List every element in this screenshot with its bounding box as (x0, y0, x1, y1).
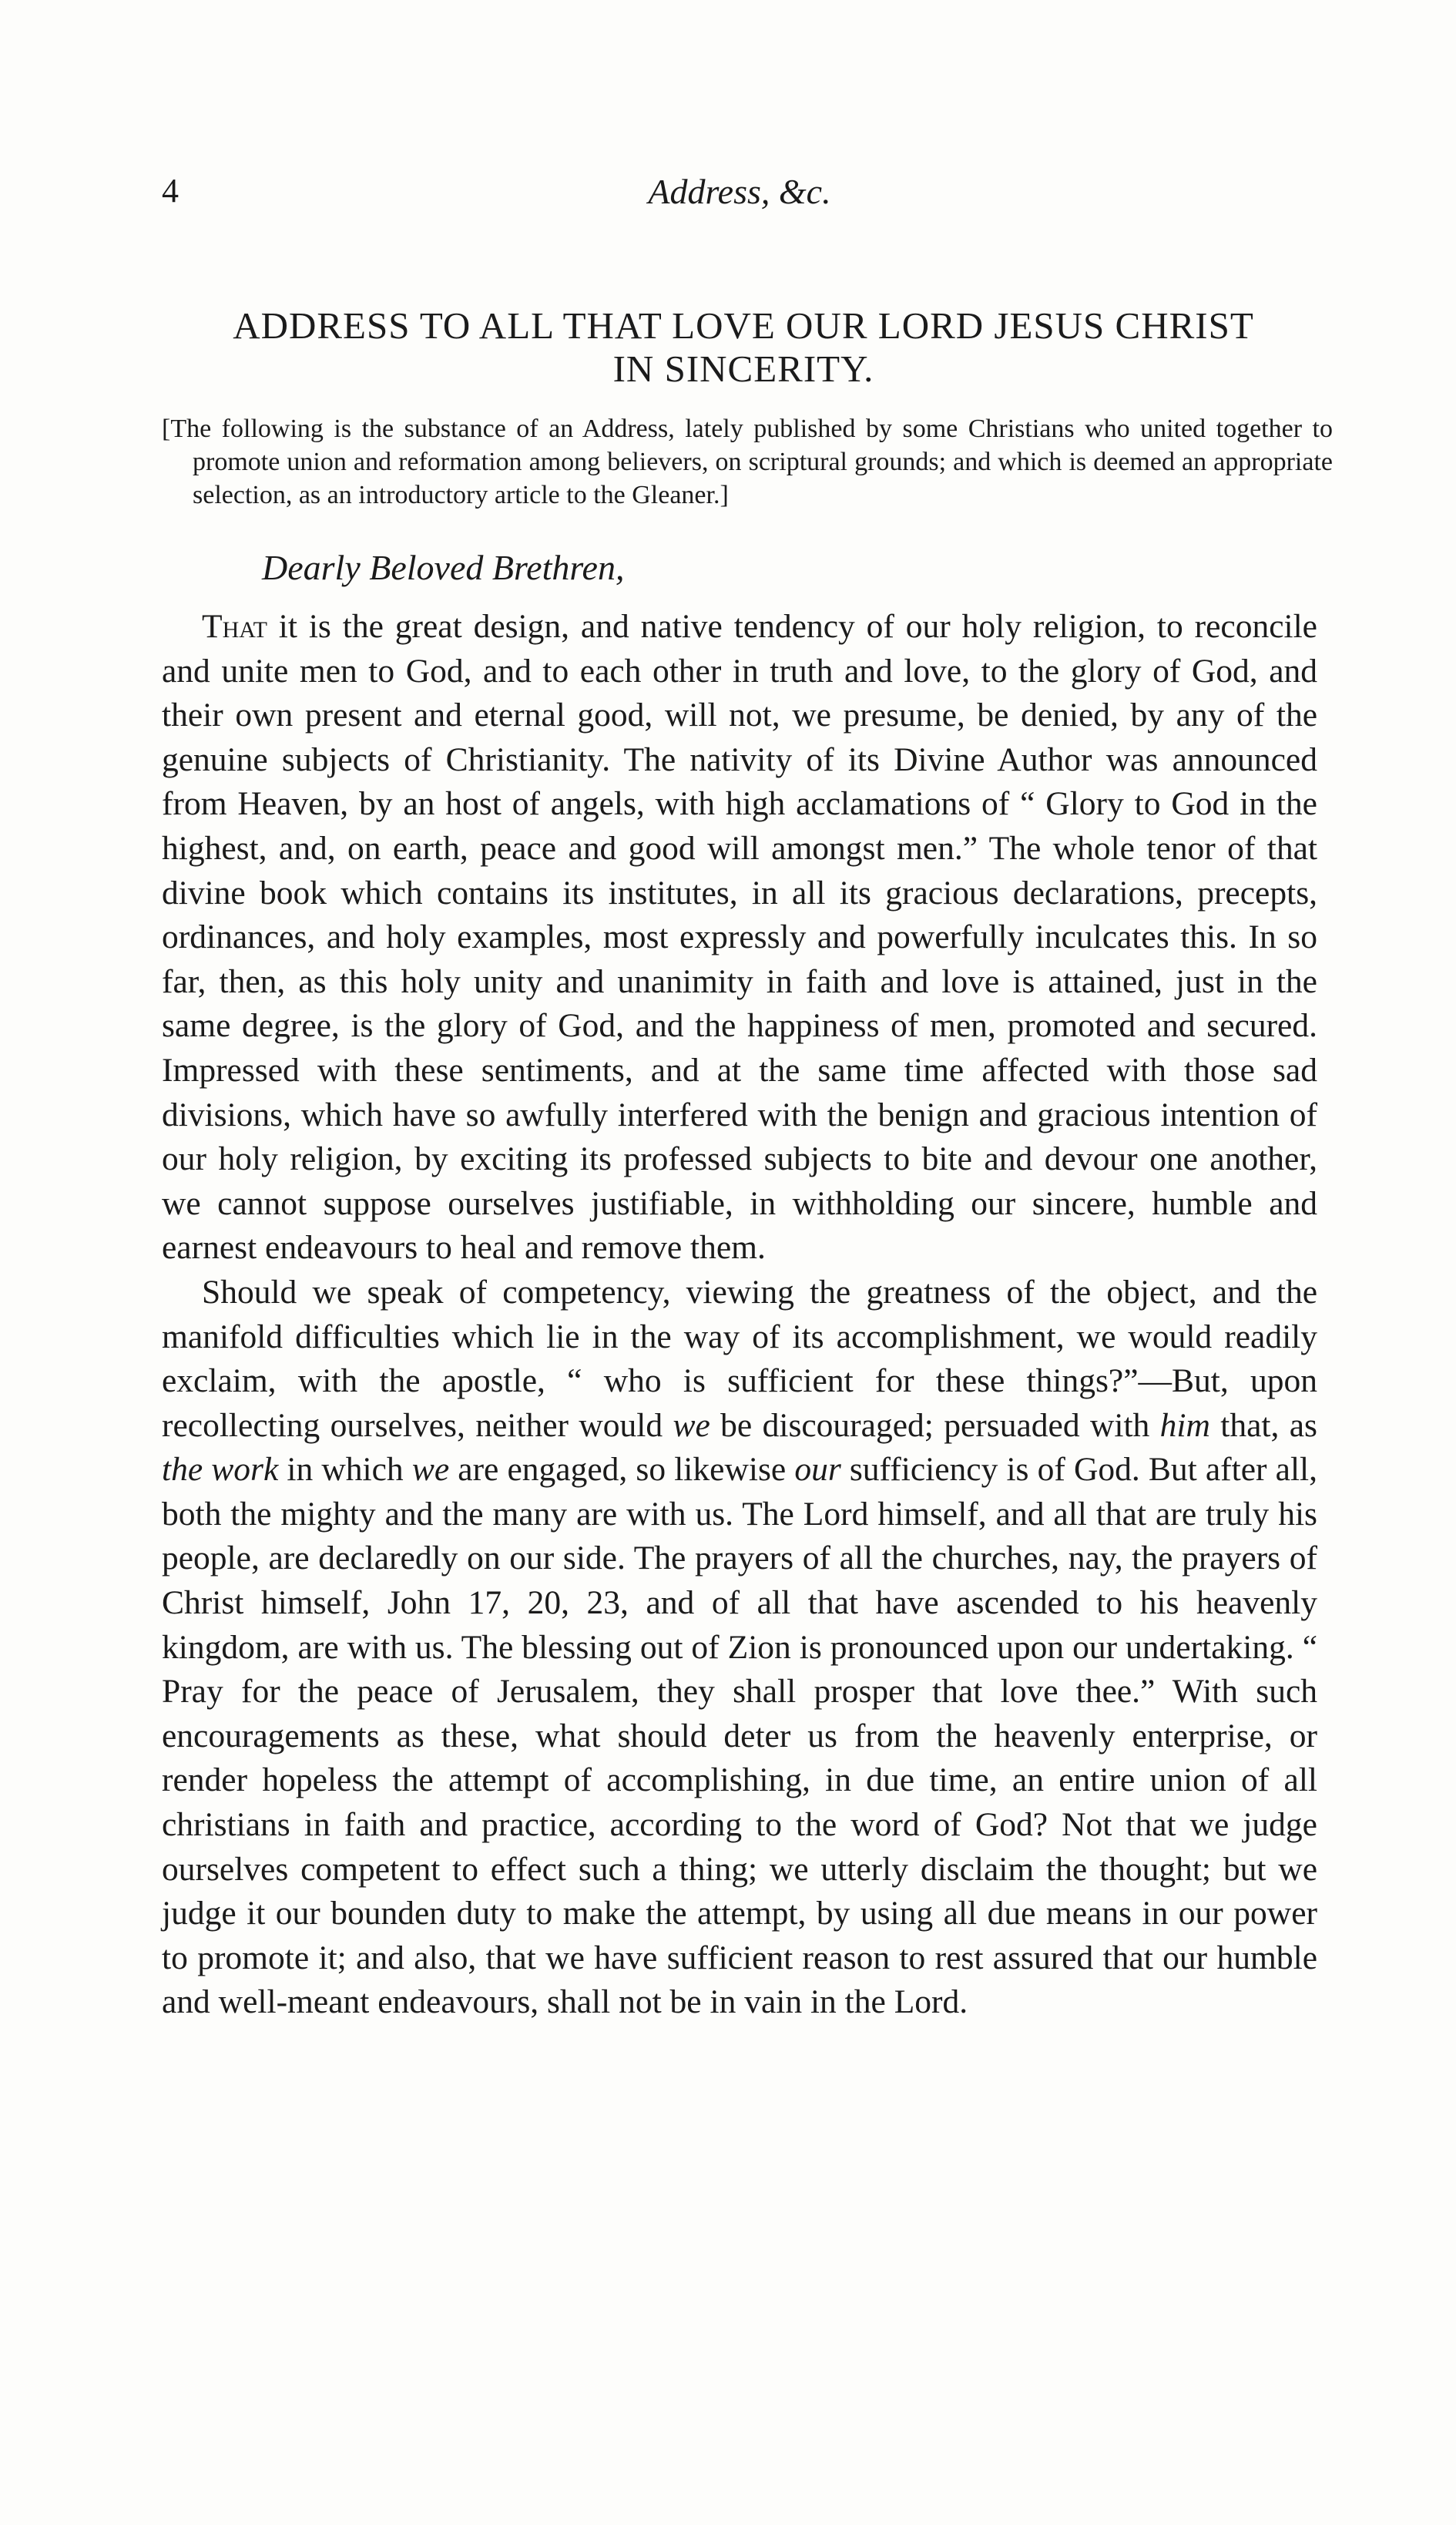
paragraph-2-part-6: sufficiency is of God. But after all, both the mighty and the many are with us. The Lord himself, and all that are truly his people, are declaredly on our side. The prayers of all the churches, nay, the prayers of Christ himself, John 17, 20, 23, and of all that have ascended to his heavenly kingdom, are with us. The blessing out of Zion is pronounced upon our undertaking. “ Pray for the peace of Jerusalem, they shall prosper that love thee.” With such encouragements as these, what should deter us from the heavenly enterprise, or render hopeless the attempt of accomplishing, in due time, an entire union of all christians in faith and practice, according to the word of God? Not that we judge ourselves competent to effect such a thing; we utterly disclaim the thought; but we judge it our bounden duty to make the attempt, by using all due means in our power to promote it; and also, that we have sufficient reason to rest assured that our humble and well-meant endeavours, shall not be in vain in the Lord. (162, 1451, 1317, 2021)
running-head (162, 171, 1317, 217)
paragraph-2-emphasis-1: we (673, 1406, 710, 1444)
paragraph-2-part-2: be discouraged; persuaded with (710, 1406, 1160, 1444)
paragraph-2-part-4: in which (278, 1451, 412, 1489)
paragraph-2-part-3: that, as (1209, 1406, 1317, 1444)
article-heading (158, 304, 1329, 391)
page-number: 4 (162, 172, 179, 210)
paragraph-1-text: it is the great design, and native tendency of our holy religion, to reconcile and unite men to God, and to each other in truth and love, to the glory of God, and their own present and eternal good, will not, we presume, be denied, by any of the genuine subjects of Christianity. The nativity of its Divine Author was announced from Heaven, by an host of angels, with high acclamations of “ Glory to God in the highest, and, on earth, peace and good will amongst men.” The whole tenor of that divine book which contains its institutes, in all its gracious declarations, precepts, ordinances, and holy examples, most expressly and powerfully inculcates this. In so far, then, as this holy unity and unanimity in faith and love is attained, just in the same degree, is the glory of God, and the happiness of men, promoted and secured. Impressed with these sentiments, and at the same time affected with those sad divisions, which have so awfully interfered with the benign and gracious intention of our holy religion, by exciting its professed subjects to bite and devour one another, we cannot suppose ourselves justifiable, in withholding our sincere, humble and earnest endeavours to heal and remove them. (162, 608, 1317, 1267)
paragraph-2-part-1: Should we speak of competency, viewing the greatness of the object, and the manifold difficulties which lie in the way of its accomplishment, we would readily exclaim, with the apostle, “ who is sufficient for these things?”—But, upon recollecting ourselves, neither would (162, 1273, 1317, 1444)
heading-line-1: ADDRESS TO ALL THAT LOVE OUR LORD JESUS CHRIST (233, 304, 1254, 347)
paragraph-2-part-5: are engaged, so likewise (449, 1451, 795, 1489)
paragraph-1 (162, 605, 1317, 1271)
intro-note (162, 412, 1333, 512)
heading-line-2: IN SINCERITY. (612, 348, 874, 390)
paragraph-2-emphasis-3: the work (162, 1451, 279, 1489)
body-text (162, 605, 1317, 2025)
salutation: Dearly Beloved Brethren, (262, 548, 625, 587)
running-title: Address, &c. (648, 172, 831, 211)
paragraph-1-lead: That (202, 608, 267, 645)
intro-note-text: [The following is the substance of an Address, lately published by some Christians who united together to promote union and reformation among believers, on scriptural grounds; and which is deemed an appropriate selection, as an introductory article to the Gleaner.] (162, 415, 1333, 509)
paragraph-2 (162, 1271, 1317, 2025)
paragraph-2-emphasis-2: him (1159, 1406, 1210, 1444)
paragraph-2-emphasis-4: we (411, 1451, 450, 1489)
paragraph-2-emphasis-5: our (794, 1451, 841, 1489)
